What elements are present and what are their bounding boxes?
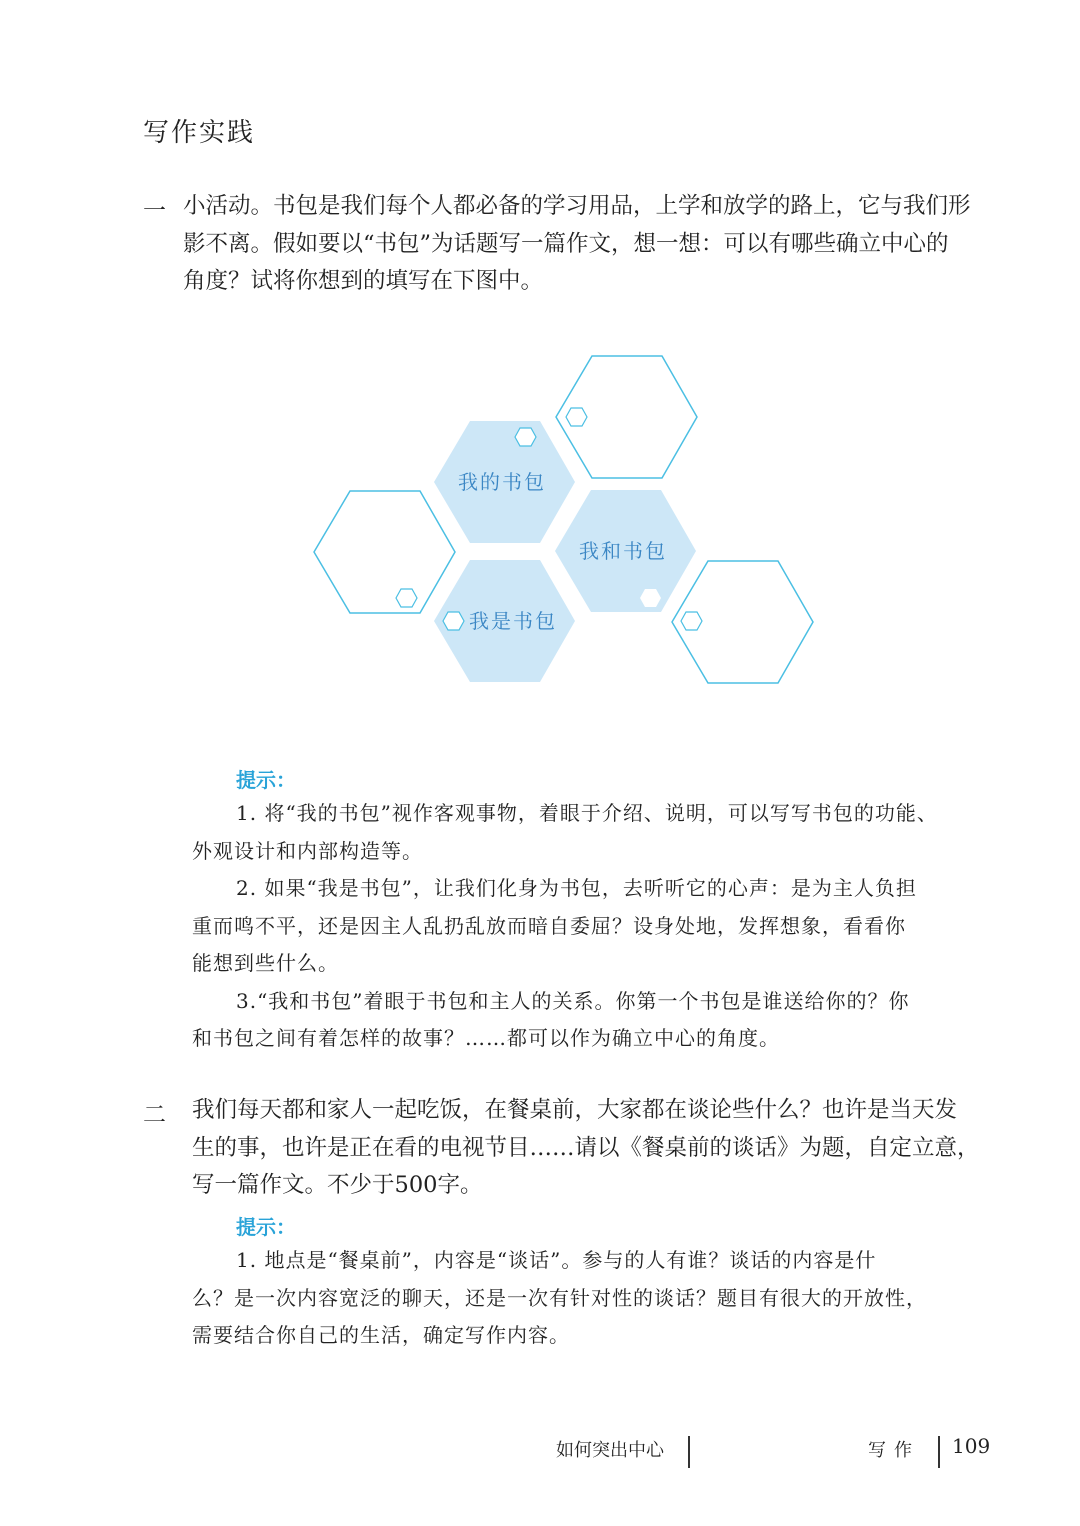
hint-line: 需要结合你自己的生活，确定写作内容。 [192, 1323, 570, 1347]
item-1-number: 一 [143, 198, 166, 224]
hint-2-body [192, 1242, 986, 1355]
hexagon-label-me-and-schoolbag: 我和书包 [579, 539, 667, 563]
footer-divider [938, 1436, 940, 1468]
hint-line-text: 1. 地点是“餐桌前”，内容是“谈话”。参与的人有谁？谈话的内容是什 [236, 1248, 877, 1272]
hint-line: 外观设计和内部构造等。 [192, 838, 423, 863]
item-2-line: 写一篇作文。不少于500字。 [192, 1172, 483, 1198]
footer-divider [688, 1436, 690, 1468]
hint-line [192, 983, 986, 1021]
hint-1-paragraph [192, 983, 986, 1058]
hint-2-paragraph [192, 1242, 986, 1355]
hint-line: 和书包之间有着怎样的故事？……都可以作为确立中心的角度。 [192, 1026, 780, 1050]
small-hexagon-marker [443, 612, 464, 630]
hint-line-text: 1. 将“我的书包”视作客观事物，着眼于介绍、说明，可以写写书包的功能、 [236, 801, 938, 825]
hexagon-label-i-am-schoolbag: 我是书包 [469, 609, 557, 633]
hint-line-text: 2. 如果“我是书包”，让我们化身为书包，去听听它的心声：是为主人负担 [236, 876, 917, 900]
small-hexagon-marker [396, 589, 417, 607]
page-number: 109 [952, 1434, 991, 1458]
hint-1-title: 提示： [236, 768, 296, 792]
hexagon-diagram [0, 0, 1080, 760]
hint-line [192, 1242, 986, 1280]
hint-2-title: 提示： [236, 1215, 296, 1239]
item-1-line: 小活动。书包是我们每个人都必备的学习用品，上学和放学的路上，它与我们形 [183, 193, 971, 219]
item-2-line: 生的事，也许是正在看的电视节目……请以《餐桌前的谈话》为题，自定立意， [192, 1134, 980, 1161]
footer-section: 写作 [868, 1440, 920, 1461]
item-2-text [192, 1092, 986, 1205]
empty-hexagon-left [314, 491, 455, 613]
small-hexagon-marker [681, 612, 702, 630]
item-1-line: 影不离。假如要以“书包”为话题写一篇作文，想一想：可以有哪些确立中心的 [183, 230, 949, 257]
hint-line-text: 3.“我和书包”着眼于书包和主人的关系。你第一个书包是谁送给你的？你 [236, 988, 910, 1013]
hexagon-label-my-schoolbag: 我的书包 [458, 470, 546, 494]
hint-line [192, 795, 986, 833]
hint-1-paragraph [192, 870, 986, 983]
hint-1-paragraph [192, 795, 986, 870]
hint-line [192, 870, 986, 908]
hint-1-body [192, 795, 986, 1058]
small-hexagon-marker [566, 408, 587, 426]
section-title: 写作实践 [143, 118, 256, 148]
footer-chapter-title: 如何突出中心 [556, 1440, 664, 1461]
small-hexagon-marker [515, 428, 536, 446]
hint-line: 能想到些什么。 [192, 951, 339, 975]
item-2-number: 二 [143, 1102, 166, 1128]
item-1-line: 角度？试将你想到的填写在下图中。 [183, 268, 544, 294]
item-2-line: 我们每天都和家人一起吃饭，在餐桌前，大家都在谈论些什么？也许是当天发 [192, 1097, 958, 1123]
hint-line: 重而鸣不平，还是因主人乱扔乱放而暗自委屈？设身处地，发挥想象，看看你 [192, 913, 906, 938]
hint-line: 么？是一次内容宽泛的聊天，还是一次有针对性的谈话？题目有很大的开放性， [192, 1285, 927, 1310]
